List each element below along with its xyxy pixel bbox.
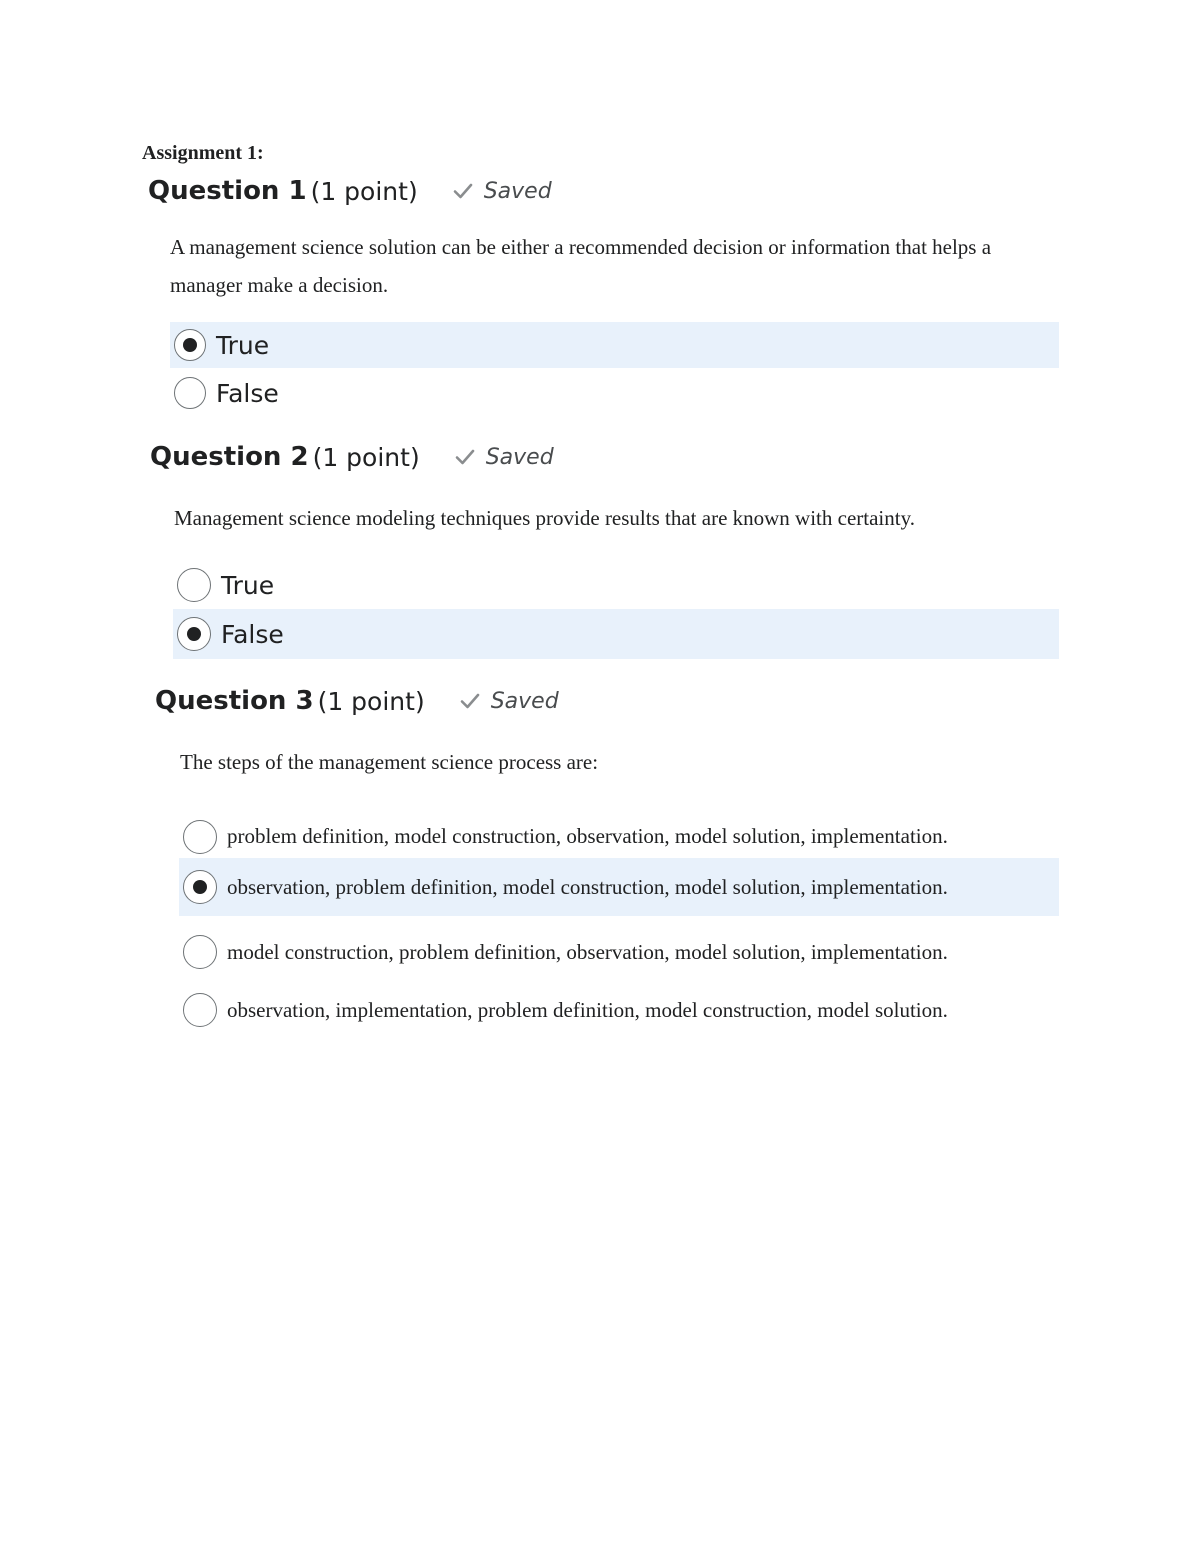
question-3-option-1[interactable]: [179, 815, 1059, 858]
check-icon: [454, 446, 476, 468]
question-1-title: Question 1: [148, 176, 307, 206]
option-label: model construction, problem definition, observation, model solution, implementation.: [227, 939, 948, 964]
question-3-header: [155, 686, 559, 716]
check-icon: [459, 690, 481, 712]
option-label: True: [221, 570, 275, 600]
question-3-title: Question 3: [155, 686, 314, 716]
question-2-saved-status: [454, 445, 554, 470]
radio-unselected-icon[interactable]: [183, 935, 217, 969]
check-icon: [452, 180, 474, 202]
question-3-points: (1 point): [317, 686, 425, 716]
saved-label: Saved: [483, 178, 552, 204]
question-3-saved-status: [459, 689, 559, 714]
radio-selected-icon[interactable]: [177, 617, 211, 651]
option-label: False: [221, 619, 284, 649]
radio-unselected-icon[interactable]: [183, 993, 217, 1027]
radio-selected-icon[interactable]: [174, 329, 206, 361]
question-1-option-true[interactable]: [170, 322, 1059, 368]
question-3-option-3[interactable]: [179, 929, 1059, 975]
saved-label: Saved: [485, 444, 554, 470]
question-1-saved-status: [452, 179, 552, 204]
option-label: observation, problem definition, model construction, model solution, implementation.: [227, 874, 948, 899]
option-label: True: [216, 330, 270, 360]
question-2-points: (1 point): [312, 442, 420, 472]
question-2-text: Management science modeling techniques provide results that are known with certainty.: [174, 506, 915, 530]
question-2-header: [150, 442, 554, 472]
question-2-option-true[interactable]: [173, 561, 1059, 609]
question-1-points: (1 point): [310, 176, 418, 206]
document-title: Assignment 1:: [142, 142, 264, 164]
question-2-option-false[interactable]: [173, 609, 1059, 659]
option-label: problem definition, model construction, observation, model solution, implementation.: [227, 824, 948, 848]
radio-unselected-icon[interactable]: [174, 377, 206, 409]
question-3-text: The steps of the management science process are:: [180, 750, 599, 774]
question-1-header: [148, 176, 552, 206]
radio-unselected-icon[interactable]: [183, 820, 217, 854]
question-3-option-2[interactable]: [179, 858, 1059, 916]
question-1-text: A management science solution can be either a recommended decision or information that helps a manager make a decision.: [170, 235, 992, 297]
question-3-option-4[interactable]: [179, 987, 1059, 1033]
question-2-title: Question 2: [150, 442, 309, 472]
saved-label: Saved: [490, 688, 559, 714]
radio-unselected-icon[interactable]: [177, 568, 211, 602]
option-label: observation, implementation, problem definition, model construction, model solution.: [227, 997, 948, 1022]
option-label: False: [216, 378, 279, 408]
question-1-option-false[interactable]: [170, 370, 1059, 416]
radio-selected-icon[interactable]: [183, 870, 217, 904]
